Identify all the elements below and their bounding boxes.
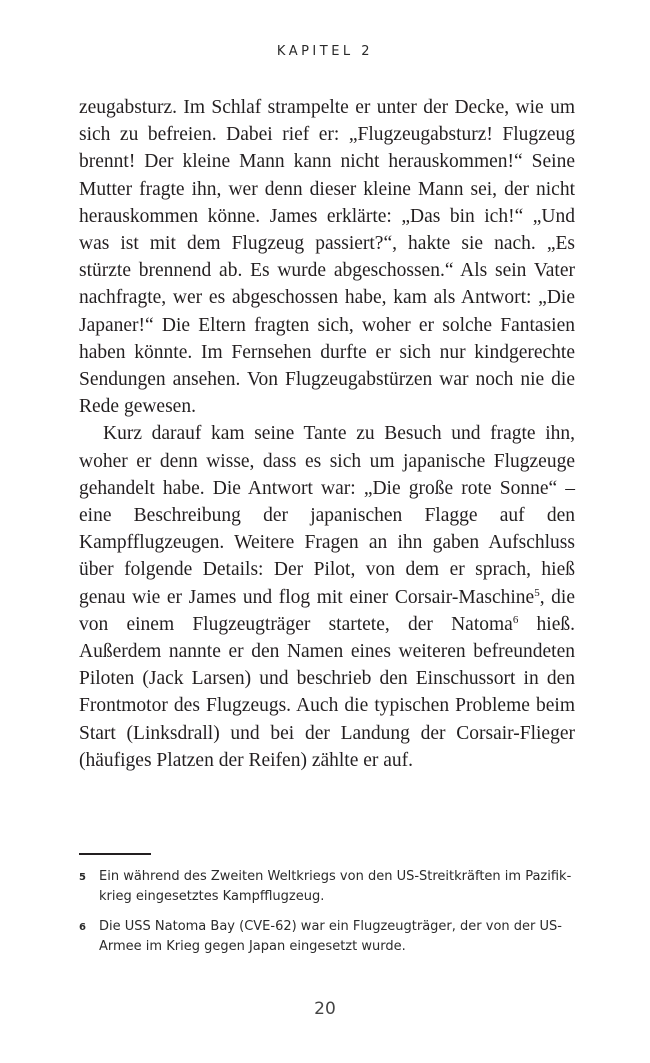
paragraph-2-part-2: , die von einem Flugzeugträger startete, der Natoma [79, 586, 575, 635]
footnote-text: Ein während des Zweiten Weltkriegs von den US-Streitkräften im Pazifikkrieg eingesetztes Kampfflugzeug. [99, 869, 572, 904]
running-header: KAPITEL 2 [276, 44, 374, 59]
footnote [79, 917, 575, 957]
footnote-number: 5 [79, 872, 86, 883]
footnote-text: Die USS Natoma Bay (CVE-62) war ein Flugzeugträger, der von der US-Armee im Krieg gegen Japan eingesetzt wurde. [99, 919, 562, 954]
footnote-ref-5: 5 [534, 586, 540, 599]
paragraph-2 [79, 420, 575, 774]
footnote-separator [79, 853, 151, 855]
paragraph-2-part-1: Kurz darauf kam seine Tante zu Besuch und fragte ihn, woher er denn wisse, dass es sich um japanische Flugzeuge gehandelt habe. Die Antwort war: „Die große rote Sonne“ – eine Beschreibung der japanischen Flagge auf den Kampfflugzeugen. Weitere Fragen an ihn gaben Aufschluss über folgende Details: Der Pilot, von dem er sprach, hieß genau wie er James und flog mit einer Corsair-Maschine [79, 423, 575, 608]
footnotes [79, 867, 575, 967]
paragraph-1: zeugabsturz. Im Schlaf strampelte er unter der Decke, wie um sich zu befreien. Dabei rief er: „Flugzeugabsturz! Flugzeug brennt! Der kleine Mann kann nicht herauskommen!“ Seine Mutter fragte ihn, wer denn dieser kleine Mann sei, der nicht herauskommen könne. James erklärte: „Das bin ich!“ „Und was ist mit dem Flugzeug passiert?“, hakte sie nach. „Es stürzte brennend ab. Es wurde abgeschossen.“ Als sein Vater nachfragte, wer es abgeschossen habe, kam als Antwort: „Die Japaner!“ Die Eltern fragten sich, woher er solche Fantasien haben könnte. Im Fernsehen durfte er sich nur kindgerechte Sendungen ansehen. Von Flugzeugabstürzen war noch nie die Rede gewesen. [79, 97, 575, 418]
page-number: 20 [314, 999, 336, 1019]
main-text [79, 94, 575, 774]
footnote-number: 6 [79, 922, 86, 933]
paragraph-2-part-3: hieß. Außerdem nannte er den Namen eines weiteren befreundeten Piloten (Jack Larsen) und beschrieb den Einschussort in den Frontmotor des Flugzeugs. Auch die typischen Probleme beim Start (Linksdrall) und bei der Landung der Corsair-Flieger (häufiges Platzen der Reifen) zählte er auf. [79, 613, 575, 771]
footnote-ref-6: 6 [512, 613, 519, 626]
footnote [79, 867, 575, 907]
